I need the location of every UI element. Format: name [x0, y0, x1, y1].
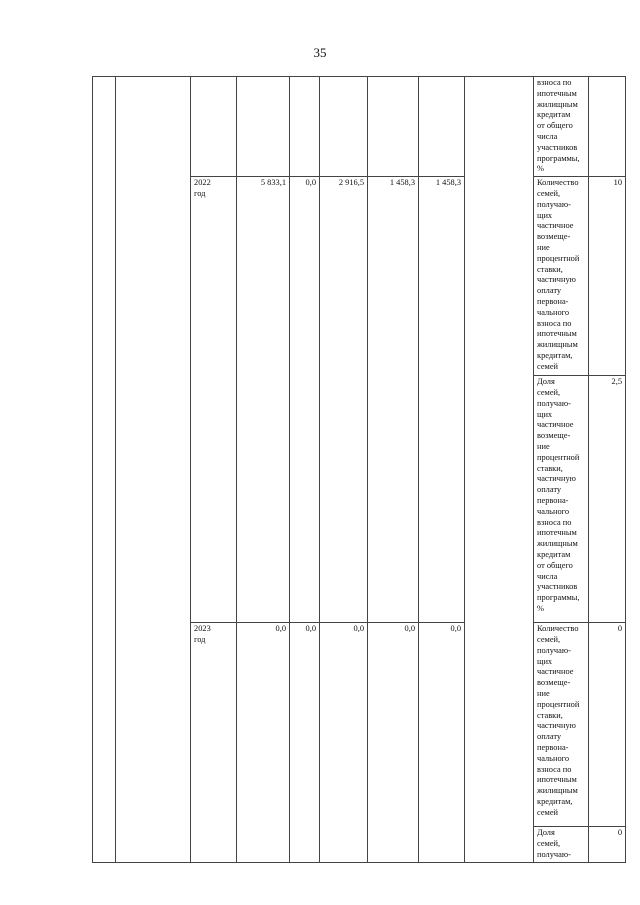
empty-cell	[93, 77, 116, 863]
empty-cell	[116, 77, 191, 863]
amount-cell: 0,0	[290, 623, 320, 862]
table-row	[93, 77, 626, 177]
amount-cell: 0,0	[368, 623, 419, 862]
amount-cell	[419, 77, 465, 177]
indicator-value	[589, 77, 626, 177]
amount-cell: 2 916,5	[320, 177, 368, 623]
indicator-name: Доля семей, получаю-	[534, 827, 589, 862]
year-cell: 2022 год	[191, 177, 237, 623]
indicator-name: взноса по ипотечным жилищным кредитам от общего числа участников программы, %	[534, 77, 589, 177]
empty-cell	[465, 77, 534, 863]
amount-total: 5 833,1	[237, 177, 290, 623]
page-number: 35	[313, 45, 327, 60]
indicator-value: 0	[589, 623, 626, 827]
amount-cell: 1 458,3	[368, 177, 419, 623]
amount-cell	[237, 77, 290, 177]
indicator-value: 0	[589, 827, 626, 862]
amount-cell: 1 458,3	[419, 177, 465, 623]
indicator-value: 10	[589, 177, 626, 376]
year-cell: 2023 год	[191, 623, 237, 862]
indicator-value: 2,5	[589, 376, 626, 623]
indicator-name: Доля семей, получаю- щих частичное возмеще- ние процентной ставки, частичную оплату первона- чального взноса по ипотечным жилищным кредитам от общего числа участников программы, %	[534, 376, 589, 623]
year-cell	[191, 77, 237, 177]
amount-cell	[320, 77, 368, 177]
amount-cell	[290, 77, 320, 177]
amount-cell: 0,0	[290, 177, 320, 623]
amount-cell: 0,0	[419, 623, 465, 862]
indicator-name: Количество семей, получаю- щих частичное возмеще- ние процентной ставки, частичную оплату первона- чального взноса по ипотечным жилищным кредитам, семей	[534, 623, 589, 827]
amount-cell	[368, 77, 419, 177]
amount-cell: 0,0	[320, 623, 368, 862]
amount-total: 0,0	[237, 623, 290, 862]
indicator-name: Количество семей, получаю- щих частичное возмеще- ние процентной ставки, частичную оплату первона- чального взноса по ипотечным жилищным кредитам, семей	[534, 177, 589, 376]
program-table	[92, 76, 626, 863]
